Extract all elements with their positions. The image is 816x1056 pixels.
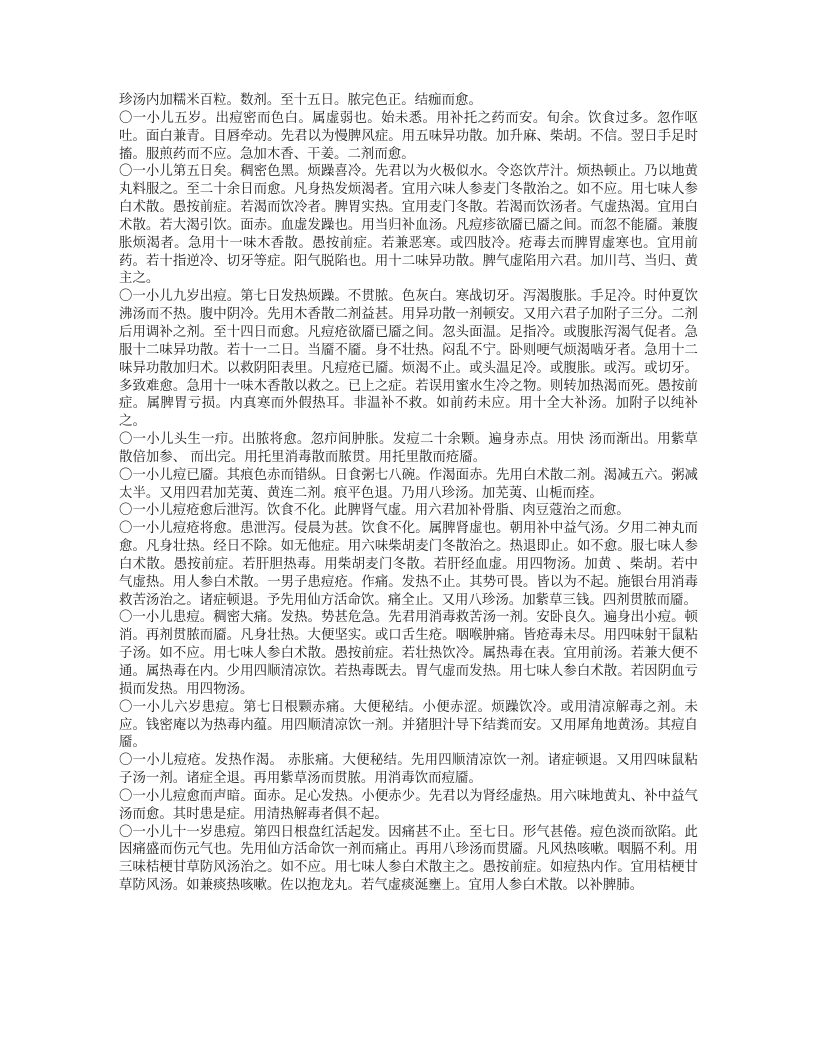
case-paragraph: 〇一小儿痘已靥。其痕色赤而错纵。日食粥七八碗。作渴面赤。先用白术散二剂。渴减五六。粥减太半。又用四君加芜荑、黄连二剂。痕平色退。乃用八珍汤。加芜荑、山栀而痊。: [119, 467, 698, 501]
case-paragraph: 〇一小儿九岁出痘。第七日发热烦躁。不贯脓。色灰白。寒战切牙。泻渴腹胀。手足冷。时仲夏饮沸汤而不热。腹中阴冷。先用木香散二剂益甚。用异功散一剂顿安。又用六君子加附子三分。二剂后用调补之剂。至十四日而愈。凡痘疮欲靥已靥之间。忽头面温。足指冷。或腹胀泻渴气促者。急服十二味异功散。若十一二日。当靥不靥。身不壮热。闷乱不宁。卧则哽气烦渴啮牙者。急用十二味异功散加归术。以救阴阳表里。凡痘疮已靥。烦渴不止。或头温足冷。或腹胀。或泻。或切牙。多致难愈。急用十一味木香散以救之。已上之症。若误用蜜水生冷之物。则转加热渴而死。愚按前症。属脾胃亏损。内真寒而外假热耳。非温补不救。如前药未应。用十全大补汤。加附子以纯补之。: [119, 289, 698, 430]
case-paragraph: 〇一小儿六岁患痘。第七日根颗赤痛。大便秘结。小便赤涩。烦躁饮冷。或用清凉解毒之剂。未应。钱密庵以为热毒内蕴。用四顺清凉饮一剂。并猪胆汁导下结粪而安。又用犀角地黄汤。其痘自靥。: [119, 699, 698, 751]
paragraph-continuation: 珍汤内加糯米百粒。数剂。至十五日。脓完色正。结痂而愈。: [119, 93, 482, 108]
case-paragraph: 〇一小儿痘愈而声暗。面赤。足心发热。小便赤少。先君以为肾经虚热。用六味地黄丸、补中益气汤而愈。其时患是症。用清热解毒者俱不起。: [119, 788, 698, 822]
case-paragraph: 〇一小儿头生一疖。出脓将愈。忽疖间肿胀。发痘二十余颗。遍身赤点。用快 汤而渐出。用紫草散倍加参、 而出完。用托里消毒散而脓贯。用托里散而疮靥。: [119, 432, 698, 465]
case-paragraph: 〇一小儿痘疮愈后泄泻。饮食不化。此脾肾气虚。用六君加补骨脂、肉豆蔻治之而愈。: [119, 503, 630, 519]
case-paragraph: 〇一小儿第五日矣。稠密色黑。烦躁喜冷。先君以为火极似水。令恣饮芹汁。烦热顿止。乃以地黄丸料服之。至二十余日而愈。凡身热发烦渴者。宜用六味人参麦门冬散治之。如不应。用七味人参白术散。愚按前症。若渴而饮冷者。脾胃实热。宜用麦门冬散。若渴而饮汤者。气虚热渴。宜用白术散。若大渴引饮。面赤。血虚发躁也。用当归补血汤。凡痘疹欲靥已靥之间。而忽不能靥。兼腹胀烦渴者。急用十一味木香散。愚按前症。若兼恶寒。或四肢冷。疮毒去而脾胃虚寒也。宜用前药。若十指逆冷、切牙等症。阳气脱陷也。用十二味异功散。脾气虚陷用六君。加川芎、当归、黄 主之。: [119, 164, 698, 287]
case-paragraph: 〇一小儿十一岁患痘。第四日根盘红活起发。因痛甚不止。至七日。形气甚倦。痘色淡而欲陷。此因痛盛而伤元气也。先用仙方活命饮一剂而痛止。再用八珍汤而贯靥。凡风热咳嗽。咽膈不利。用三味桔梗甘草防风汤治之。如不应。用七味人参白术散主之。愚按前症。如痘热内作。宜用桔梗甘草防风汤。如兼痰热咳嗽。佐以抱龙丸。若气虚痰涎壅上。宜用人参白术散。以补脾肺。: [119, 824, 698, 894]
case-paragraph: 〇一小儿五岁。出痘密而色白。属虚弱也。始未悉。用补托之药而安。旬余。饮食过多。忽作呕吐。面白兼青。目唇牵动。先君以为慢脾风症。用五味异功散。加升麻、柴胡。不信。翌日手足时搐。服煎药而不应。急加木香、干姜。二剂而愈。: [119, 110, 698, 162]
case-paragraph: 〇一小儿患痘。稠密大痛。发热。势甚危急。先君用消毒救苦汤一剂。安卧良久。遍身出小痘。顿消。再剂贯脓而靥。凡身壮热。大便坚实。或口舌生疮。咽喉肿痛。皆疮毒未尽。用四味射干鼠粘子汤。如不应。用七味人参白术散。愚按前症。若壮热饮冷。属热毒在表。宜用前汤。若兼大便不通。属热毒在内。少用四顺清凉饮。若热毒既去。胃气虚而发热。用七味人参白术散。若因阴血亏损而发热。用四物汤。: [119, 610, 698, 697]
case-paragraph: 〇一小儿痘疮。发热作渴。 赤胀痛。大便秘结。先用四顺清凉饮一剂。诸症顿退。又用四味鼠粘子汤一剂。诸症全退。再用紫草汤而贯脓。用消毒饮而痘靥。: [119, 753, 698, 787]
case-paragraph: 〇一小儿痘疮将愈。患泄泻。侵晨为甚。饮食不化。属脾肾虚也。朝用补中益气汤。夕用二神丸而愈。凡身壮热。经日不除。如无他症。用六味柴胡麦门冬散治之。热退即止。如不愈。服七味人参白术散。愚按前症。若肝胆热毒。用柴胡麦门冬散。若肝经血虚。用四物汤。加黄 、柴胡。若中气虚热。用人参白术散。一男子患痘疮。作痛。发热不止。其势可畏。皆以为不起。施银台用消毒救苦汤治之。诸症顿退。予先用仙方活命饮。痛全止。又用八珍汤。加紫草三钱。四剂贯脓而靥。: [119, 521, 698, 608]
document-body: [119, 92, 698, 895]
